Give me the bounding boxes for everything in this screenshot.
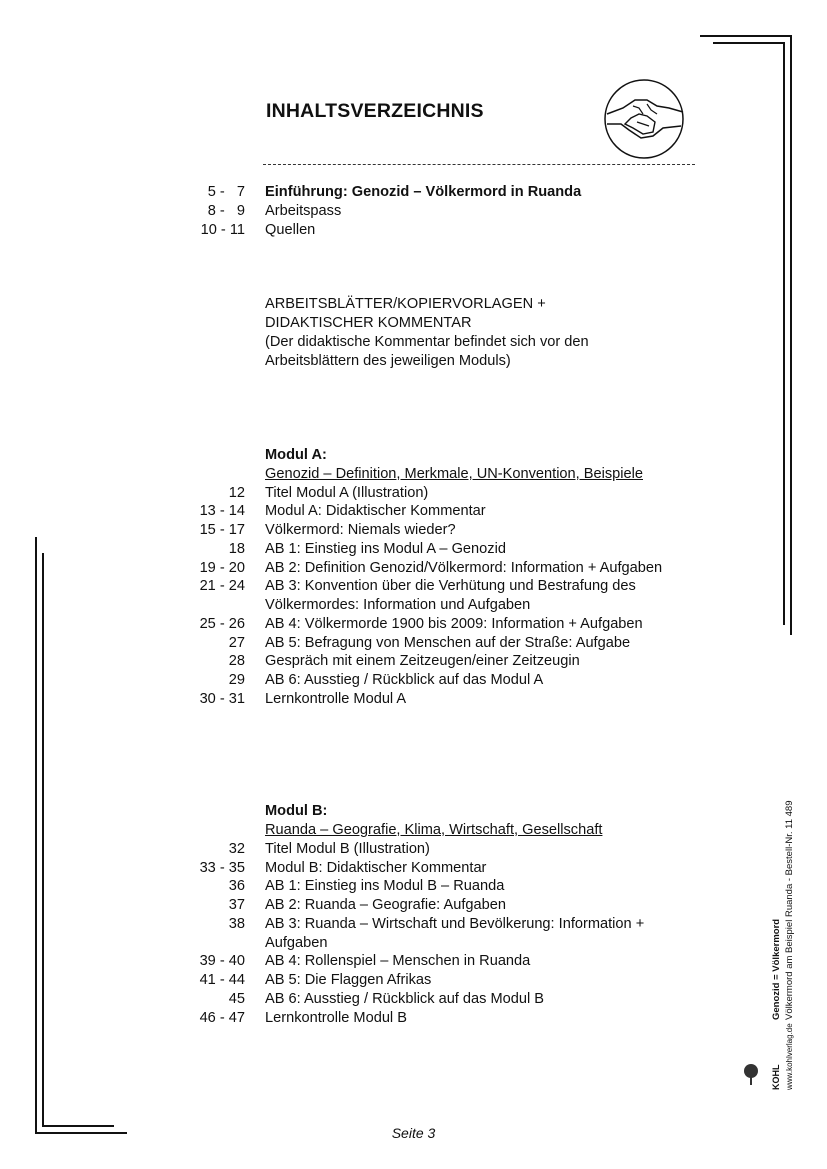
toc-entry (160, 952, 720, 971)
page-range: 38 (228, 916, 245, 932)
toc-entry (160, 896, 720, 915)
page-range: 21 - 24 (199, 578, 245, 594)
page-range: 18 (228, 541, 245, 557)
toc-entry (160, 577, 720, 596)
entry-title: Modul A: Didaktischer Kommentar (265, 503, 486, 519)
toc-entry (160, 1009, 720, 1028)
toc-entry (160, 690, 720, 709)
toc-entry (160, 634, 720, 653)
frame-bottom-left-vertical-inner (42, 553, 44, 1127)
toc-entry (160, 915, 720, 934)
entry-title: AB 5: Befragung von Menschen auf der Straße: Aufgabe (265, 635, 631, 651)
entry-title: Titel Modul B (Illustration) (265, 841, 430, 857)
toc-entry (160, 615, 720, 634)
book-title: Genozid = Völkermord (771, 918, 782, 1020)
toc-entry (160, 202, 720, 221)
entry-title: AB 3: Konvention über die Verhütung und Bestrafung des (265, 578, 636, 594)
entry-title: AB 5: Die Flaggen Afrikas (265, 972, 432, 988)
frame-top-right-vertical-outer (790, 35, 792, 635)
frame-top-right-horizontal-inner (713, 42, 785, 44)
page-title: INHALTSVERZEICHNIS (266, 100, 484, 122)
entry-title: AB 3: Ruanda – Wirtschaft und Bevölkerung: Information + (265, 916, 645, 932)
toc-entry (160, 221, 720, 240)
book-subtitle-order-number: Völkermord am Beispiel Ruanda - Bestell-Nr. 11 489 (784, 800, 795, 1020)
page-range: 46 - 47 (199, 1010, 245, 1026)
worksheets-note-line: Arbeitsblättern des jeweiligen Moduls) (265, 353, 511, 369)
module-b-subtitle: Ruanda – Geografie, Klima, Wirtschaft, Gesellschaft (265, 822, 603, 838)
entry-title: Aufgaben (265, 935, 328, 951)
page-range: 29 (228, 672, 245, 688)
toc-entry (160, 877, 720, 896)
toc-entry (160, 484, 720, 503)
worksheets-note-line: (Der didaktische Kommentar befindet sich vor den (265, 334, 589, 350)
frame-top-right-vertical-inner (783, 42, 785, 625)
entry-title: Lernkontrolle Modul B (265, 1010, 407, 1026)
module-b-heading: Modul B: (265, 803, 328, 819)
frame-top-right-horizontal-outer (700, 35, 792, 37)
page-range: 13 - 14 (199, 503, 245, 519)
toc-entry (160, 859, 720, 878)
page-range: 45 (228, 991, 245, 1007)
toc-entry (160, 502, 720, 521)
page-range: 37 (228, 897, 245, 913)
entry-title: Einführung: Genozid – Völkermord in Ruanda (265, 184, 582, 200)
page-range: 15 - 17 (199, 522, 245, 538)
publisher-logo: KOHL (771, 1064, 781, 1090)
page-range: 36 (228, 878, 245, 894)
page-range: 25 - 26 (199, 616, 245, 632)
entry-title: Modul B: Didaktischer Kommentar (265, 860, 487, 876)
publisher-tree-icon (741, 1063, 761, 1087)
frame-bottom-left-vertical-outer (35, 537, 37, 1134)
toc-entry (160, 971, 720, 990)
module-a-heading: Modul A: (265, 447, 327, 463)
entry-title: Arbeitspass (265, 203, 342, 219)
publisher-url: www.kohlverlag.de (785, 1023, 794, 1090)
worksheets-heading-line: DIDAKTISCHER KOMMENTAR (265, 315, 472, 331)
entry-title: Völkermord: Niemals wieder? (265, 522, 456, 538)
title-divider (263, 164, 695, 165)
page-range: 19 - 20 (199, 560, 245, 576)
entry-title: Völkermordes: Information und Aufgaben (265, 597, 531, 613)
entry-title: Lernkontrolle Modul A (265, 691, 407, 707)
page-range: 10 - 11 (200, 222, 245, 238)
toc-entry (160, 990, 720, 1009)
entry-title: AB 6: Ausstieg / Rückblick auf das Modul B (265, 991, 545, 1007)
entry-title: Gespräch mit einem Zeitzeugen/einer Zeitzeugin (265, 653, 580, 669)
toc-entry (160, 521, 720, 540)
publisher-side-info (745, 770, 805, 1090)
page-range: 5 - 7 (207, 184, 245, 200)
entry-title: AB 1: Einstieg ins Modul A – Genozid (265, 541, 506, 557)
page-range: 41 - 44 (199, 972, 245, 988)
toc-entry (160, 671, 720, 690)
entry-title: AB 1: Einstieg ins Modul B – Ruanda (265, 878, 505, 894)
page-range: 27 (228, 635, 245, 651)
page-number: Seite 3 (391, 1125, 436, 1141)
toc-entry (160, 840, 720, 859)
page-range: 32 (228, 841, 245, 857)
entry-title: AB 4: Völkermorde 1900 bis 2009: Information + Aufgaben (265, 616, 643, 632)
toc-entry-continuation (160, 934, 720, 953)
entry-title: AB 4: Rollenspiel – Menschen in Ruanda (265, 953, 531, 969)
page-range: 12 (228, 485, 245, 501)
entry-title: Titel Modul A (Illustration) (265, 485, 429, 501)
page-range: 33 - 35 (199, 860, 245, 876)
module-a-subtitle: Genozid – Definition, Merkmale, UN-Konvention, Beispiele (265, 466, 643, 482)
page-range: 30 - 31 (199, 691, 245, 707)
toc-entry (160, 540, 720, 559)
handshake-icon (603, 78, 685, 160)
toc-entry-continuation (160, 596, 720, 615)
page-range: 28 (228, 653, 245, 669)
page-range: 8 - 9 (207, 203, 245, 219)
entry-title: AB 2: Definition Genozid/Völkermord: Information + Aufgaben (265, 560, 663, 576)
worksheets-heading-line: ARBEITSBLÄTTER/KOPIERVORLAGEN + (265, 296, 546, 312)
toc-entry (160, 183, 720, 202)
entry-title: AB 2: Ruanda – Geografie: Aufgaben (265, 897, 506, 913)
entry-title: AB 6: Ausstieg / Rückblick auf das Modul A (265, 672, 544, 688)
toc-entry (160, 559, 720, 578)
page-range: 39 - 40 (199, 953, 245, 969)
entry-title: Quellen (265, 222, 316, 238)
toc-entry (160, 652, 720, 671)
